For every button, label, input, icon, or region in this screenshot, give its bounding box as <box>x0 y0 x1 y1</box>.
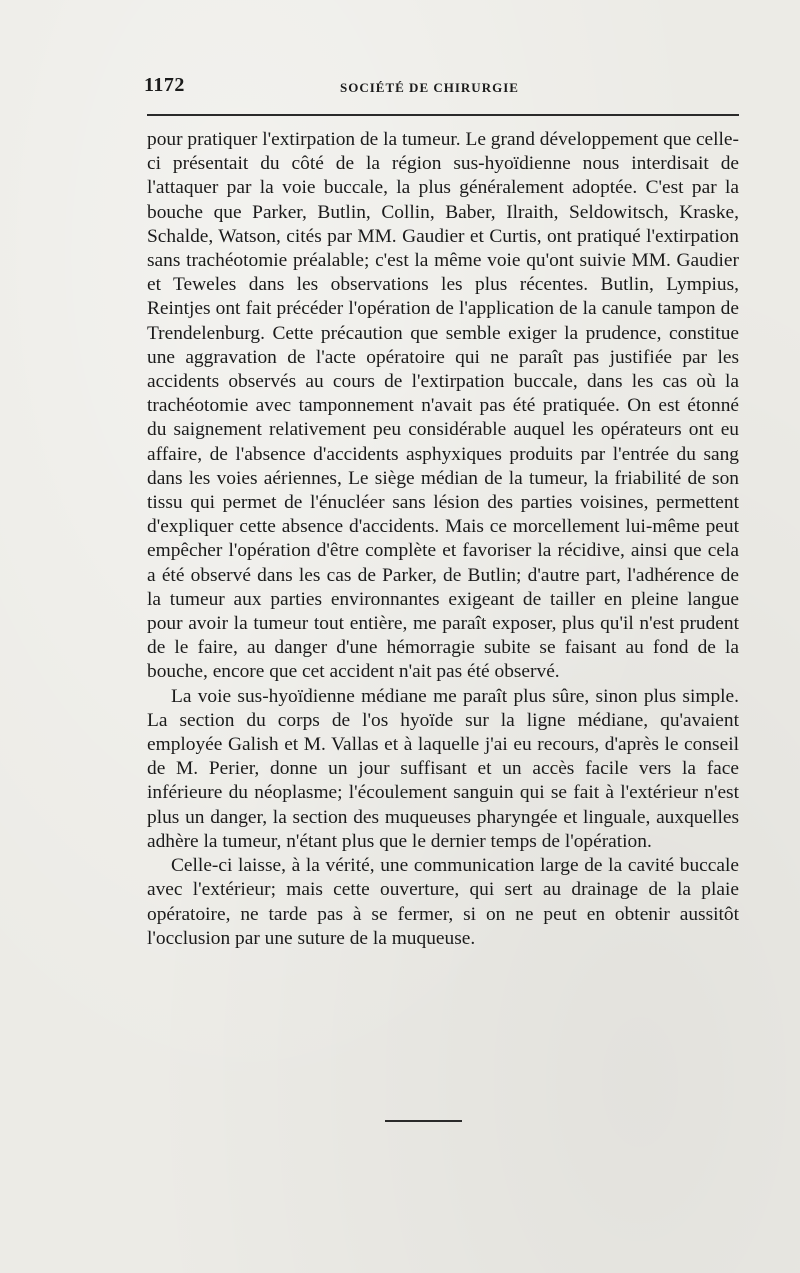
paragraph-continuation: pour pratiquer l'extirpation de la tumeur. Le grand développement que celle-ci présentait du côté de la région sus-hyoïdienne nous interdisait de l'attaquer par la voie buccale, la plus généralement adoptée. C'est par la bouche que Parker, Butlin, Collin, Baber, Ilraith, Seldowitsch, Kraske, Schalde, Watson, cités par MM. Gaudier et Curtis, ont pratiqué l'extirpation sans trachéotomie préalable; c'est la même voie qu'ont suivie MM. Gaudier et Teweles dans les observations les plus récentes. Butlin, Lympius, Reintjes ont fait précéder l'opération de l'application de la canule tampon de Trendelenburg. Cette précaution que semble exiger la prudence, constitue une aggravation de l'acte opératoire qui ne paraît pas justifiée par les accidents observés au cours de l'extirpation buccale, dans les cas où la trachéotomie avec tamponnement n'avait pas été pratiquée. On est étonné du saignement relativement peu considérable auquel les opérateurs ont eu affaire, de l'absence d'accidents asphyxiques produits par l'entrée du sang dans les voies aériennes, Le siège médian de la tumeur, la friabilité de son tissu qui permet de l'énucléer sans lésion des parties voisines, permettent d'expliquer cette absence d'accidents. Mais ce morcellement lui-même peut empêcher l'opération d'être complète et favoriser la récidive, ainsi que cela a été observé dans les cas de Parker, de Butlin; d'autre part, l'adhérence de la tumeur aux parties environnantes exigeant de tailler en pleine langue pour avoir la tumeur tout entière, me paraît exposer, plus qu'il n'est prudent de le faire, au danger d'une hémorragie subite se faisant au fond de la bouche, encore que cet accident n'ait pas été observé. <box>147 129 739 683</box>
paragraph-sus-hyoidienne: La voie sus-hyoïdienne médiane me paraît plus sûre, sinon plus simple. La section du corps de l'os hyoïde sur la ligne médiane, qu'avaient employée Galish et M. Vallas et à laquelle j'ai eu recours, d'après le conseil de M. Perier, donne un jour suffisant et un accès facile vers la face inférieure du néoplasme; l'écoulement sanguin qui se fait à l'extérieur n'est plus un danger, la section des muqueuses pharyngée et linguale, auxquelles adhère la tumeur, n'étant plus que le dernier temps de l'opération. <box>147 685 739 852</box>
page-number: 1172 <box>144 74 185 96</box>
running-title: SOCIÉTÉ DE CHIRURGIE <box>340 80 519 95</box>
body-text <box>147 128 739 951</box>
paragraph-communication: Celle-ci laisse, à la vérité, une communication large de la cavité buccale avec l'extérieur; mais cette ouverture, qui sert au drainage de la plaie opératoire, ne tarde pas à se fermer, si on ne peut en obtenir aussitôt l'occlusion par une suture de la muqueuse. <box>147 855 739 949</box>
section-end-rule <box>385 1120 462 1122</box>
header-rule <box>147 114 739 116</box>
